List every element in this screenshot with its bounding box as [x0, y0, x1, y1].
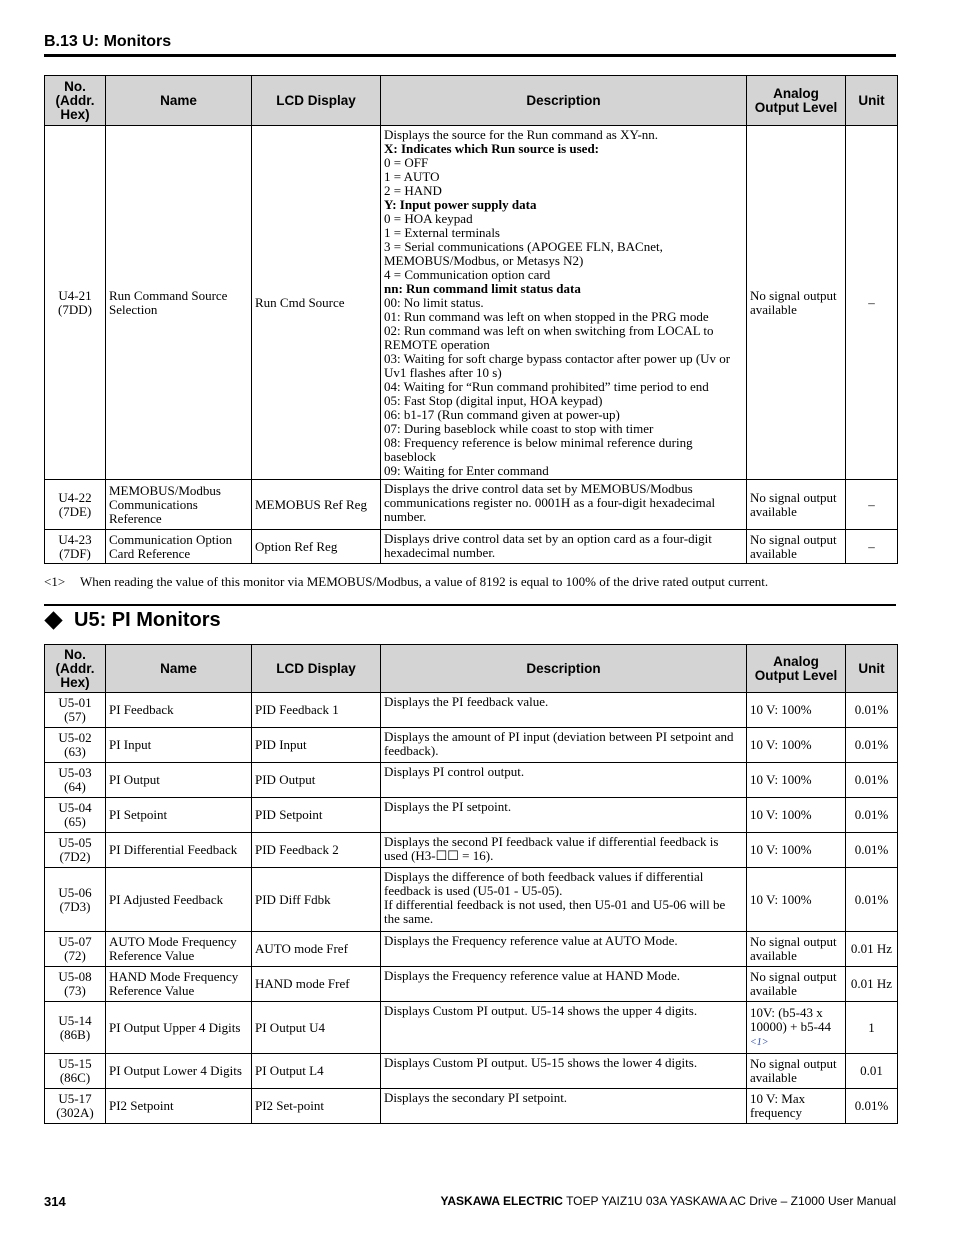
monitor-description: Displays Custom PI output. U5-14 shows the upper 4 digits.	[381, 1002, 747, 1054]
u4-monitors-table	[44, 75, 898, 564]
table-row	[45, 126, 898, 480]
lcd-display: AUTO mode Fref	[252, 932, 381, 967]
monitor-description: Displays the amount of PI input (deviation between PI setpoint and feedback).	[381, 728, 747, 763]
description-line: Y: Input power supply data	[384, 197, 537, 212]
monitor-description: Displays the Frequency reference value at AUTO Mode.	[381, 932, 747, 967]
table-row	[45, 1089, 898, 1124]
description-line: Displays drive control data set by an option card as a four-digit hexadecimal number.	[384, 531, 712, 560]
unit: 0.01%	[846, 833, 898, 868]
col-analog-header: Analog Output Level	[747, 76, 846, 126]
description-line: 04: Waiting for “Run command prohibited” time period to end	[384, 379, 709, 394]
lcd-display: HAND mode Fref	[252, 967, 381, 1002]
col-no-header: No. (Addr. Hex)	[45, 76, 106, 126]
table-row	[45, 932, 898, 967]
table-row	[45, 1054, 898, 1089]
monitor-name: PI2 Setpoint	[106, 1089, 252, 1124]
description-line: nn: Run command limit status data	[384, 281, 581, 296]
description-line: 4 = Communication option card	[384, 267, 551, 282]
analog-output-level: 10 V: Max frequency	[747, 1089, 846, 1124]
monitor-name: PI Feedback	[106, 693, 252, 728]
monitor-number: U5-01 (57)	[45, 693, 106, 728]
table-row	[45, 763, 898, 798]
monitor-number: U5-08 (73)	[45, 967, 106, 1002]
analog-output-level: 10 V: 100%	[747, 833, 846, 868]
lcd-display: MEMOBUS Ref Reg	[252, 480, 381, 530]
analog-output-level: 10 V: 100%	[747, 693, 846, 728]
table-row	[45, 1002, 898, 1054]
lcd-display: PI2 Set-point	[252, 1089, 381, 1124]
unit: 0.01 Hz	[846, 932, 898, 967]
description-line: 2 = HAND	[384, 183, 442, 198]
col-unit-header: Unit	[846, 645, 898, 693]
analog-output-level: 10 V: 100%	[747, 763, 846, 798]
monitor-number: U5-03 (64)	[45, 763, 106, 798]
footer-doc-title	[440, 1194, 896, 1208]
unit: –	[846, 530, 898, 564]
footnote-tag: <1>	[44, 574, 66, 589]
analog-output-level: No signal output available	[747, 932, 846, 967]
analog-output-level: No signal output available	[747, 967, 846, 1002]
analog-output-level: 10 V: 100%	[747, 868, 846, 932]
monitor-number: U5-02 (63)	[45, 728, 106, 763]
col-description-header: Description	[381, 76, 747, 126]
monitor-name: AUTO Mode Frequency Reference Value	[106, 932, 252, 967]
analog-output-level: 10 V: 100%	[747, 728, 846, 763]
monitor-description: Displays the PI feedback value.	[381, 693, 747, 728]
unit: –	[846, 480, 898, 530]
monitor-description: Displays the PI setpoint.	[381, 798, 747, 833]
unit: 0.01%	[846, 728, 898, 763]
monitor-number: U4-23 (7DF)	[45, 530, 106, 564]
description-line: 06: b1-17 (Run command given at power-up)	[384, 407, 620, 422]
monitor-description	[381, 530, 747, 564]
table-row	[45, 798, 898, 833]
description-line: 1 = External terminals	[384, 225, 500, 240]
col-name-header: Name	[106, 76, 252, 126]
footer-brand: YASKAWA ELECTRIC	[440, 1194, 563, 1208]
lcd-display: PID Output	[252, 763, 381, 798]
monitor-name: Communication Option Card Reference	[106, 530, 252, 564]
unit: 0.01%	[846, 868, 898, 932]
col-unit-header: Unit	[846, 76, 898, 126]
section-rule	[44, 604, 896, 606]
unit: 0.01%	[846, 763, 898, 798]
analog-output-level: No signal output available	[747, 530, 846, 564]
description-line: 3 = Serial communications (APOGEE FLN, BACnet, MEMOBUS/Modbus, or Metasys N2)	[384, 239, 663, 268]
col-analog-header: Analog Output Level	[747, 645, 846, 693]
monitor-number: U4-22 (7DE)	[45, 480, 106, 530]
col-lcd-header: LCD Display	[252, 645, 381, 693]
description-line: 09: Waiting for Enter command	[384, 463, 549, 478]
footnote-text: When reading the value of this monitor via MEMOBUS/Modbus, a value of 8192 is equal to 100% of the drive rated output current.	[80, 574, 769, 589]
monitor-description: Displays Custom PI output. U5-15 shows the lower 4 digits.	[381, 1054, 747, 1089]
section-title	[44, 609, 221, 632]
page-number: 314	[44, 1194, 66, 1209]
description-line: 1 = AUTO	[384, 169, 440, 184]
lcd-display: PID Feedback 1	[252, 693, 381, 728]
analog-output-level: No signal output available	[747, 1054, 846, 1089]
footnote	[44, 574, 896, 590]
monitor-number: U5-07 (72)	[45, 932, 106, 967]
footnote-link[interactable]: <1>	[750, 1036, 769, 1048]
monitor-name: PI Output Upper 4 Digits	[106, 1002, 252, 1054]
description-line: 01: Run command was left on when stopped in the PRG mode	[384, 309, 709, 324]
monitor-number: U5-06 (7D3)	[45, 868, 106, 932]
lcd-display: PI Output U4	[252, 1002, 381, 1054]
analog-output-level: 10 V: 100%	[747, 798, 846, 833]
unit: –	[846, 126, 898, 480]
description-line: 03: Waiting for soft charge bypass contactor after power up (Uv or Uv1 flashes after 10 s)	[384, 351, 731, 380]
lcd-display: PID Setpoint	[252, 798, 381, 833]
monitor-description	[381, 480, 747, 530]
table-row	[45, 728, 898, 763]
analog-output-level: No signal output available	[747, 126, 846, 480]
monitor-name: Run Command Source Selection	[106, 126, 252, 480]
description-line: X: Indicates which Run source is used:	[384, 141, 600, 156]
col-description-header: Description	[381, 645, 747, 693]
monitor-description	[381, 126, 747, 480]
description-line: 05: Fast Stop (digital input, HOA keypad)	[384, 393, 603, 408]
description-line: 0 = OFF	[384, 155, 429, 170]
description-line: 08: Frequency reference is below minimal reference during baseblock	[384, 435, 693, 464]
description-line: 0 = HOA keypad	[384, 211, 473, 226]
monitor-name: MEMOBUS/Modbus Communications Reference	[106, 480, 252, 530]
lcd-display: PID Input	[252, 728, 381, 763]
monitor-name: PI Input	[106, 728, 252, 763]
monitor-number: U5-14 (86B)	[45, 1002, 106, 1054]
section-title-text: U5: PI Monitors	[74, 609, 221, 631]
monitor-name: PI Output	[106, 763, 252, 798]
monitor-name: PI Adjusted Feedback	[106, 868, 252, 932]
monitor-number: U5-15 (86C)	[45, 1054, 106, 1089]
diamond-icon	[44, 611, 62, 629]
description-line: 02: Run command was left on when switching from LOCAL to REMOTE operation	[384, 323, 714, 352]
monitor-description: Displays the secondary PI setpoint.	[381, 1089, 747, 1124]
table-row	[45, 693, 898, 728]
monitor-description: Displays PI control output.	[381, 763, 747, 798]
monitor-number: U4-21 (7DD)	[45, 126, 106, 480]
unit: 0.01	[846, 1054, 898, 1089]
unit: 1	[846, 1002, 898, 1054]
lcd-display: Option Ref Reg	[252, 530, 381, 564]
monitor-description: Displays the Frequency reference value at HAND Mode.	[381, 967, 747, 1002]
monitor-name: HAND Mode Frequency Reference Value	[106, 967, 252, 1002]
col-no-header: No. (Addr. Hex)	[45, 645, 106, 693]
monitor-number: U5-04 (65)	[45, 798, 106, 833]
unit: 0.01%	[846, 798, 898, 833]
description-line: Displays the drive control data set by MEMOBUS/Modbus communications register no. 0001H as a four-digit hexadecimal number.	[384, 481, 716, 524]
col-lcd-header: LCD Display	[252, 76, 381, 126]
u5-pi-monitors-table	[44, 644, 898, 1124]
table-row	[45, 868, 898, 932]
table-row	[45, 530, 898, 564]
monitor-number: U5-05 (7D2)	[45, 833, 106, 868]
lcd-display: Run Cmd Source	[252, 126, 381, 480]
description-line: 07: During baseblock while coast to stop with timer	[384, 421, 654, 436]
monitor-number: U5-17 (302A)	[45, 1089, 106, 1124]
table-row	[45, 480, 898, 530]
unit: 0.01%	[846, 1089, 898, 1124]
footer-doc: TOEP YAIZ1U 03A YASKAWA AC Drive – Z1000 User Manual	[562, 1194, 896, 1208]
table-row	[45, 967, 898, 1002]
header-rule	[44, 54, 896, 57]
monitor-description: Displays the second PI feedback value if differential feedback is used (H3-☐☐ = 16).	[381, 833, 747, 868]
col-name-header: Name	[106, 645, 252, 693]
analog-output-level: 10V: (b5-43 x 10000) + b5-44 <1>	[747, 1002, 846, 1054]
table-header-row	[45, 645, 898, 693]
monitor-name: PI Output Lower 4 Digits	[106, 1054, 252, 1089]
unit: 0.01%	[846, 693, 898, 728]
section-header: B.13 U: Monitors	[44, 33, 172, 50]
monitor-name: PI Setpoint	[106, 798, 252, 833]
monitor-description: Displays the difference of both feedback values if differential feedback is used (U5-01 - U5-05). If differential feedback is not used, then U5-01 and U5-06 will be the same.	[381, 868, 747, 932]
unit: 0.01 Hz	[846, 967, 898, 1002]
monitor-name: PI Differential Feedback	[106, 833, 252, 868]
lcd-display: PI Output L4	[252, 1054, 381, 1089]
analog-output-level: No signal output available	[747, 480, 846, 530]
lcd-display: PID Diff Fdbk	[252, 868, 381, 932]
description-line: 00: No limit status.	[384, 295, 484, 310]
lcd-display: PID Feedback 2	[252, 833, 381, 868]
table-row	[45, 833, 898, 868]
table-header-row	[45, 76, 898, 126]
description-line: Displays the source for the Run command as XY-nn.	[384, 127, 659, 142]
